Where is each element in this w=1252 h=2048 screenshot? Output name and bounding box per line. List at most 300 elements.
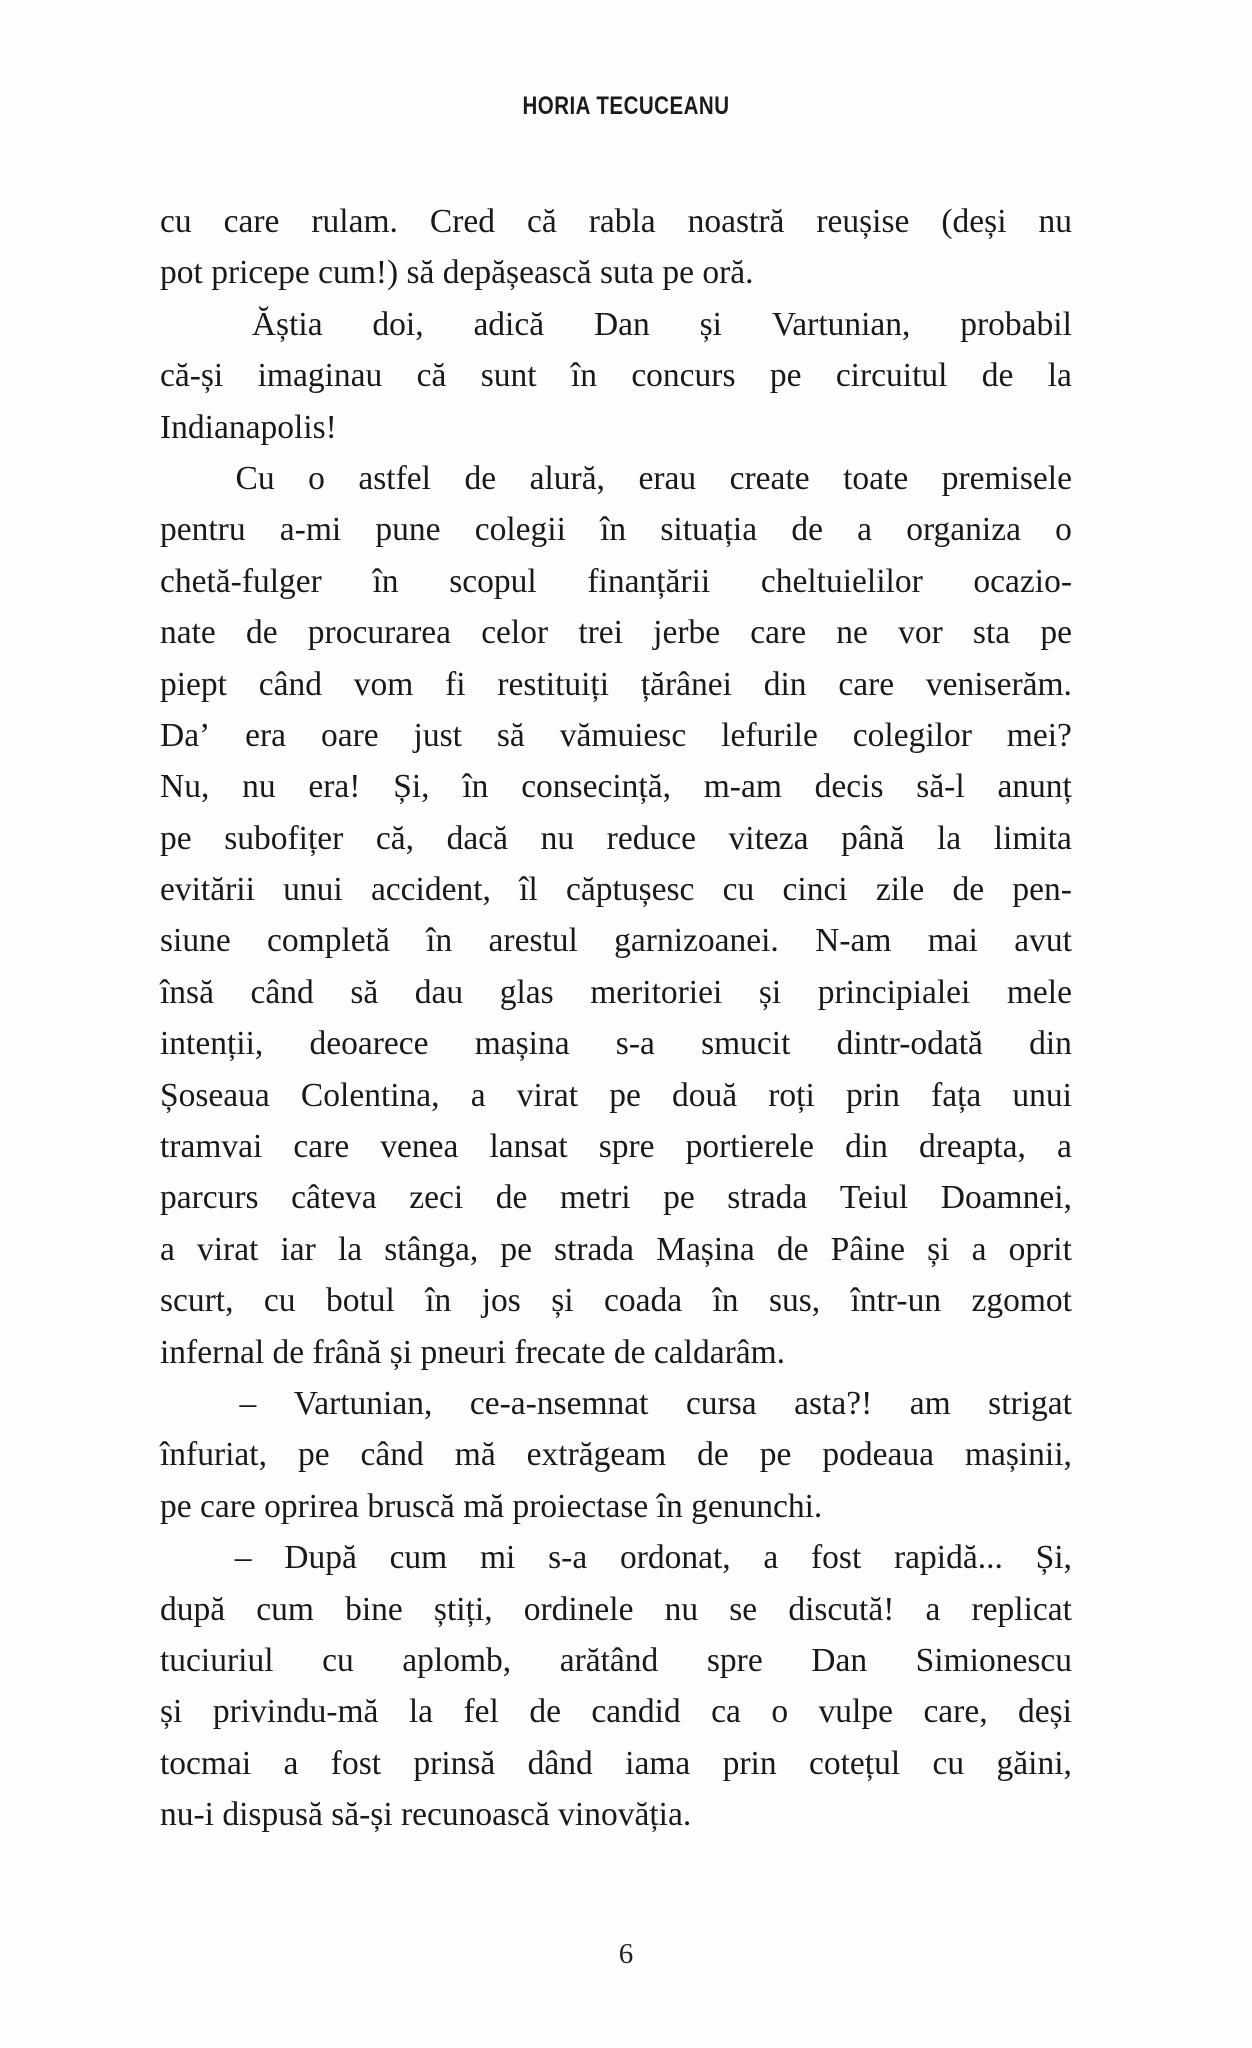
word: era <box>245 716 287 754</box>
word: Dan <box>811 1641 868 1679</box>
word: Și, <box>393 768 430 806</box>
word: de <box>245 614 278 652</box>
paragraph-indent <box>160 299 202 350</box>
word: După <box>284 1539 357 1577</box>
text-line <box>160 710 1072 761</box>
word: cu <box>322 1641 354 1679</box>
word: o <box>771 1693 789 1731</box>
word: că <box>416 357 447 395</box>
word: erau <box>638 459 697 497</box>
word: Doamnei, <box>940 1179 1072 1217</box>
word: garnizoanei. <box>614 922 779 960</box>
text-line <box>160 1070 1072 1121</box>
running-header: HORIA TECUCEANU <box>522 92 730 120</box>
word: portierele <box>685 1128 814 1166</box>
word: organiza <box>906 511 1021 549</box>
word: să-l <box>916 768 965 806</box>
word: iar <box>280 1230 316 1268</box>
page-number: 6 <box>618 1938 634 1970</box>
word: sus, <box>768 1282 821 1320</box>
text-line <box>160 1018 1072 1069</box>
word: să <box>496 716 525 754</box>
word: proiectase <box>512 1487 649 1525</box>
word: s-a <box>615 1025 655 1063</box>
word: bruscă <box>367 1487 455 1525</box>
word: la <box>337 1230 363 1268</box>
word: circuitul <box>835 357 948 395</box>
word: reduce <box>606 819 696 857</box>
word: mai <box>927 922 978 960</box>
word: sunt <box>480 357 537 395</box>
text-line <box>160 196 1072 247</box>
word: siune <box>160 922 231 960</box>
text-line <box>160 1686 1072 1737</box>
word: frână <box>312 1333 382 1371</box>
word: lefurile <box>721 716 818 754</box>
word: mă <box>454 1436 496 1474</box>
word: după <box>160 1590 226 1628</box>
word: limita <box>993 819 1072 857</box>
word: deși <box>1018 1693 1072 1731</box>
word: frecate <box>514 1333 606 1371</box>
word: stânga, <box>384 1230 479 1268</box>
word: fi <box>445 665 466 703</box>
word: că <box>526 203 557 240</box>
word: depășească <box>442 254 592 292</box>
word: Dan <box>593 305 650 343</box>
word: când <box>258 665 323 703</box>
word: a <box>283 1744 299 1782</box>
word: a <box>925 1590 941 1628</box>
word: ca <box>711 1693 741 1731</box>
word: ordonat, <box>619 1539 731 1577</box>
word: sta <box>972 614 1011 652</box>
word: caldarâm. <box>653 1333 786 1371</box>
word: colegilor <box>852 716 972 754</box>
word: o <box>1055 511 1072 549</box>
word: să <box>406 254 435 292</box>
word: scopul <box>449 562 537 600</box>
word: cu <box>932 1744 965 1782</box>
text-line <box>160 761 1072 812</box>
word: mi <box>480 1539 516 1577</box>
word: din <box>1029 1025 1072 1063</box>
word: rabla <box>588 203 656 240</box>
word: vom <box>353 665 414 703</box>
word: cu <box>722 871 755 909</box>
word: de <box>529 1693 561 1731</box>
word: completă <box>267 922 390 960</box>
word: din <box>763 665 807 703</box>
word: prin <box>845 1076 900 1114</box>
word: la <box>936 819 962 857</box>
word: cotețul <box>809 1744 901 1782</box>
text-line <box>160 453 1072 504</box>
word: și <box>160 1693 183 1731</box>
word: și <box>758 973 782 1011</box>
text-line <box>160 659 1072 710</box>
text-line <box>160 402 1072 453</box>
word: arătând <box>559 1641 659 1679</box>
word: rulam. <box>311 203 398 240</box>
word: nu-i <box>160 1796 214 1834</box>
word: vulpe <box>818 1693 893 1731</box>
word: podeaua <box>822 1436 934 1474</box>
word: replicat <box>971 1590 1072 1628</box>
text-line <box>160 1532 1072 1583</box>
paragraph-indent <box>160 1378 202 1429</box>
word: piept <box>160 665 227 703</box>
word: principialei <box>817 973 971 1011</box>
text-line <box>160 1172 1072 1223</box>
word: noastră <box>687 203 785 240</box>
word: pe <box>759 1436 792 1474</box>
word: vor <box>898 614 943 652</box>
word: consecință, <box>521 768 671 806</box>
word: pe <box>609 1076 641 1114</box>
word: într-un <box>850 1282 942 1320</box>
word: ne <box>836 614 868 652</box>
word: bine <box>345 1590 403 1628</box>
word: recunoască <box>401 1796 550 1834</box>
word: care <box>293 1128 350 1166</box>
word: dau <box>414 973 464 1011</box>
word: evitării <box>160 871 255 909</box>
text-line <box>160 1789 1072 1840</box>
word: premisele <box>941 459 1072 497</box>
word: astfel <box>358 459 431 497</box>
word: a <box>470 1076 486 1114</box>
word: roți <box>768 1076 815 1114</box>
word: (deși <box>941 203 1007 240</box>
word: nate <box>160 614 216 652</box>
word: pot <box>160 254 203 292</box>
word: mei? <box>1006 716 1072 754</box>
text-line <box>160 1635 1072 1686</box>
word: candid <box>591 1693 681 1731</box>
word: dreapta, <box>918 1128 1026 1166</box>
word: glas <box>499 973 554 1011</box>
word: și <box>389 1333 413 1371</box>
word: discută! <box>788 1590 895 1628</box>
word: genunchi. <box>691 1487 823 1525</box>
word: din <box>845 1128 888 1166</box>
text-line <box>160 1481 1072 1532</box>
text-line <box>160 1224 1072 1275</box>
body-textblock <box>160 196 1072 1841</box>
word: însă <box>160 973 214 1011</box>
text-line <box>160 864 1072 915</box>
word: când <box>360 1436 424 1474</box>
word: suta <box>599 254 654 292</box>
word: unui <box>283 871 343 909</box>
word: fost <box>811 1539 862 1577</box>
word: mașinii, <box>964 1436 1072 1474</box>
text-line <box>160 299 1072 350</box>
word: nu <box>1038 203 1072 240</box>
word: ocazio- <box>973 562 1072 600</box>
word: strigat <box>988 1384 1072 1422</box>
word: mă <box>463 1487 505 1525</box>
word: – <box>234 1539 252 1577</box>
word: s-a <box>548 1539 588 1577</box>
word: mașina <box>474 1025 570 1063</box>
word: aplomb, <box>402 1641 512 1679</box>
word: arestul <box>488 922 578 960</box>
word: găini, <box>996 1744 1072 1782</box>
text-line <box>160 1584 1072 1635</box>
word: oprit <box>1008 1230 1072 1268</box>
word: tuciuriul <box>160 1641 274 1679</box>
word: privindu-mă <box>212 1693 379 1731</box>
word: create <box>729 459 810 497</box>
word: procurarea <box>307 614 451 652</box>
word: și <box>927 1230 950 1268</box>
word: a <box>857 511 873 549</box>
word: care, <box>923 1693 988 1731</box>
word: coada <box>603 1282 683 1320</box>
word: intenții, <box>160 1025 264 1063</box>
word: de <box>464 459 497 497</box>
word: pricepe <box>211 254 310 292</box>
word: Ăștia <box>251 305 323 343</box>
word: alură, <box>529 459 605 497</box>
word: subofițer <box>224 819 344 857</box>
text-line <box>160 915 1072 966</box>
word: a <box>160 1230 175 1268</box>
word: anunț <box>997 768 1072 806</box>
word: în <box>426 922 453 960</box>
word: am <box>909 1384 951 1422</box>
word: Cred <box>429 203 495 240</box>
word: finanțării <box>587 562 711 600</box>
word: m-am <box>703 768 782 806</box>
text-line <box>160 813 1072 864</box>
word: concurs <box>631 357 736 395</box>
word: tramvai <box>160 1128 263 1166</box>
word: căptușesc <box>566 871 695 909</box>
word: nu <box>242 768 276 806</box>
word: până <box>841 819 905 857</box>
word: viteza <box>728 819 809 857</box>
word: în <box>656 1487 683 1525</box>
word: fost <box>330 1744 382 1782</box>
word: celor <box>481 614 549 652</box>
word: la <box>408 1693 434 1731</box>
text-line <box>160 1738 1072 1789</box>
word: țărânei <box>640 665 732 703</box>
word: îl <box>519 871 538 909</box>
text-line <box>160 967 1072 1018</box>
word: infernal <box>160 1333 265 1371</box>
word: lansat <box>489 1128 568 1166</box>
word: avut <box>1014 922 1072 960</box>
word: Cu <box>235 459 275 497</box>
text-line <box>160 1121 1072 1172</box>
word: a <box>1057 1128 1072 1166</box>
text-line <box>160 556 1072 607</box>
word: mele <box>1006 973 1072 1011</box>
word: în <box>712 1282 739 1320</box>
word: de <box>495 1179 528 1217</box>
word: pune <box>375 511 441 549</box>
word: scurt, <box>160 1282 234 1320</box>
word: Mașina <box>656 1230 755 1268</box>
word: în <box>600 511 627 549</box>
word: extrăgeam <box>526 1436 667 1474</box>
word: pe <box>500 1230 532 1268</box>
word: jerbe <box>653 614 721 652</box>
word: asta?! <box>794 1384 873 1422</box>
word: în <box>462 768 489 806</box>
word: cheltuielilor <box>760 562 923 600</box>
word: virat <box>196 1230 259 1268</box>
word: virat <box>516 1076 579 1114</box>
word: înfuriat, <box>160 1436 267 1474</box>
word: se <box>729 1590 758 1628</box>
word: venea <box>380 1128 459 1166</box>
word: de <box>776 1230 809 1268</box>
word: fața <box>931 1076 982 1114</box>
word: pe <box>663 1179 695 1217</box>
word: cum!) <box>318 254 399 292</box>
word: zile <box>875 871 925 909</box>
word: meritoriei <box>590 973 723 1011</box>
word: zeci <box>409 1179 464 1217</box>
word: să <box>350 973 379 1011</box>
word: Da’ <box>160 716 211 754</box>
word: smucit <box>701 1025 791 1063</box>
word: deoarece <box>309 1025 429 1063</box>
word: fel <box>463 1693 499 1731</box>
word: just <box>413 716 462 754</box>
word: toate <box>843 459 909 497</box>
word: Și, <box>1035 1539 1072 1577</box>
word: chetă-fulger <box>160 562 322 600</box>
word: pen- <box>1012 871 1072 909</box>
word: vinovăția. <box>558 1796 692 1834</box>
word: Șoseaua <box>160 1076 270 1114</box>
word: dacă <box>446 819 508 857</box>
word: a <box>763 1539 779 1577</box>
word: metri <box>559 1179 631 1217</box>
word: pe <box>160 1487 192 1525</box>
word: pneuri <box>420 1333 507 1371</box>
text-line <box>160 1327 1072 1378</box>
word: cum <box>389 1539 448 1577</box>
word: și <box>699 305 722 343</box>
word: zgomot <box>971 1282 1072 1320</box>
word: câteva <box>291 1179 377 1217</box>
word: ce-a-nsemnat <box>469 1384 649 1422</box>
word: de <box>272 1333 305 1371</box>
word: pentru <box>160 511 246 549</box>
word: când <box>250 973 314 1011</box>
paragraph-indent <box>160 1532 202 1583</box>
word: dând <box>527 1744 593 1782</box>
word: Simionescu <box>915 1641 1072 1679</box>
word: imaginau <box>257 357 383 395</box>
word: strada <box>727 1179 808 1217</box>
word: doi, <box>372 305 424 343</box>
text-line <box>160 1429 1072 1480</box>
word: colegii <box>474 511 566 549</box>
word: iama <box>625 1744 691 1782</box>
word: de <box>981 357 1014 395</box>
word: spre <box>706 1641 763 1679</box>
word: a-mi <box>279 511 342 549</box>
word: pe <box>1040 614 1072 652</box>
word: jos <box>481 1282 521 1320</box>
text-line <box>160 1275 1072 1326</box>
word: pe <box>769 357 802 395</box>
word: tocmai <box>160 1744 252 1782</box>
word: care <box>750 614 807 652</box>
word: două <box>672 1076 738 1114</box>
word: Pâine <box>830 1230 906 1268</box>
word: decis <box>814 768 884 806</box>
word: adică <box>473 305 545 343</box>
word: Indianapolis! <box>160 408 337 446</box>
word: nu <box>540 819 575 857</box>
word: veniserăm. <box>925 665 1072 703</box>
word: în <box>570 357 597 395</box>
word: rapidă... <box>894 1539 1003 1577</box>
word: o <box>308 459 325 497</box>
word: vămuiesc <box>559 716 687 754</box>
word: restituiți <box>497 665 610 703</box>
text-line <box>160 504 1072 555</box>
word: în <box>425 1282 452 1320</box>
word: Vartunian, <box>771 305 911 343</box>
word: dispusă <box>222 1796 323 1834</box>
text-line <box>160 1378 1072 1429</box>
word: prin <box>722 1744 777 1782</box>
word: cinci <box>782 871 848 909</box>
word: cu <box>263 1282 296 1320</box>
word: oare <box>320 716 379 754</box>
word: oră. <box>702 254 754 292</box>
word: a <box>971 1230 987 1268</box>
word: botul <box>325 1282 395 1320</box>
word: care <box>838 665 895 703</box>
word: dintr-odată <box>836 1025 983 1063</box>
word: N-am <box>815 922 892 960</box>
word: Vartunian, <box>293 1384 433 1422</box>
word: trei <box>578 614 623 652</box>
word: că, <box>375 819 415 857</box>
word: cum <box>256 1590 314 1628</box>
word: ordinele <box>523 1590 634 1628</box>
word: – <box>239 1384 257 1422</box>
word: Colentina, <box>300 1076 440 1114</box>
word: de <box>791 511 823 549</box>
word: unui <box>1012 1076 1072 1114</box>
word: de <box>952 871 985 909</box>
word: pe <box>160 819 192 857</box>
word: probabil <box>960 305 1072 343</box>
word: strada <box>554 1230 635 1268</box>
word: pe <box>662 254 694 292</box>
word: de <box>697 1436 729 1474</box>
text-line <box>160 350 1072 401</box>
word: reușise <box>816 203 910 240</box>
word: cu <box>160 203 192 240</box>
word: situația <box>660 511 758 549</box>
word: știți, <box>433 1590 493 1628</box>
word: care <box>200 1487 256 1525</box>
text-line <box>160 247 1072 298</box>
